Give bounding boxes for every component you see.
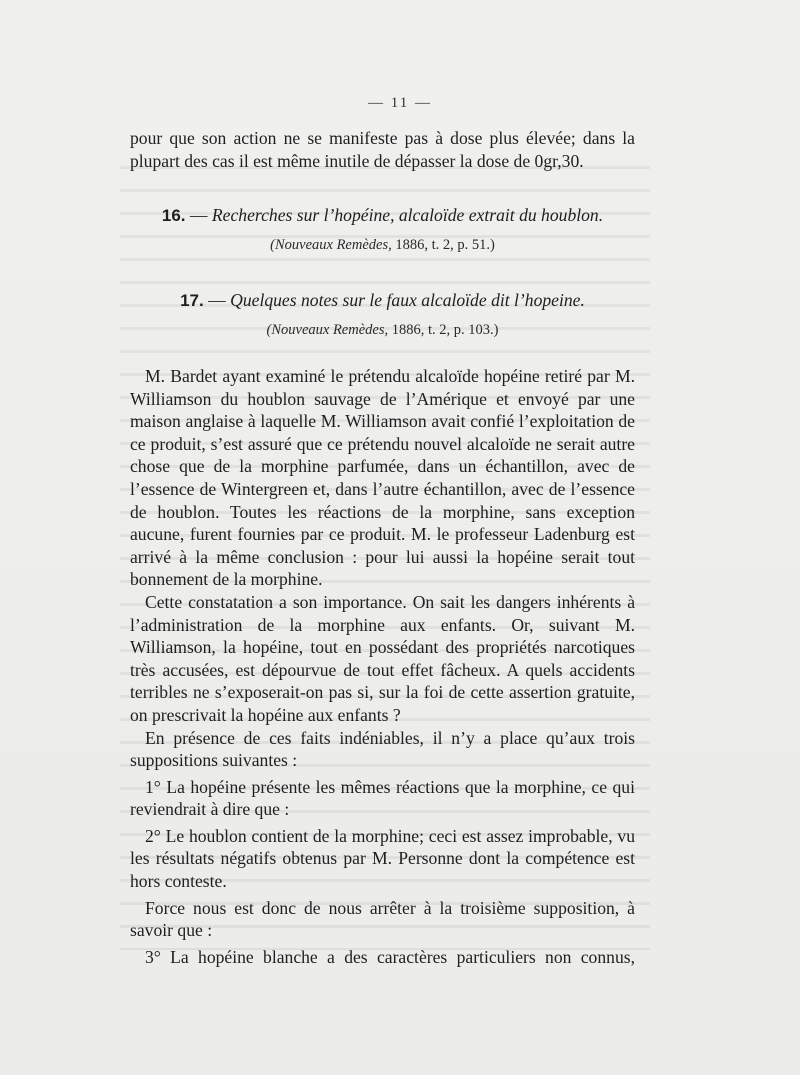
entry-16-number: 16.: [161, 206, 186, 225]
intro-line-2: plupart des cas il est même inutile de dépasser la dose de 0gr,30.: [130, 150, 584, 171]
entry-17-source: [130, 322, 635, 339]
paragraph-6: Force nous est donc de nous arrêter à la troisième supposition, à savoir que :: [130, 897, 635, 941]
entry-16-title: Recherches sur l’hopéine, alcaloïde extrait du houblon.: [211, 205, 604, 225]
entry-16-journal: (Nouveaux Remèdes,: [270, 237, 392, 253]
entry-17-details: 1886, t. 2, p. 103.): [391, 322, 499, 338]
entry-17-title: Quelques notes sur le faux alcaloïde dit l’hopeine.: [230, 290, 585, 310]
paragraph-2: Cette constatation a son importance. On sait les dangers inhérents à l’administration de la morphine aux enfants. Or, suivant M. Williamson, la hopéine, tout en possédant des propriétés narcotiques très accusées, est dépourvue de tout effet fâcheux. A quels accidents terribles ne s’exposerait-on pas si, sur la foi de cette assertion gratuite, on prescrivait la hopéine aux enfants ?: [130, 591, 635, 725]
entry-16-heading: [130, 205, 635, 226]
paragraph-4: 1° La hopéine présente les mêmes réactions que la morphine, ce qui reviendrait à dire que :: [130, 776, 635, 820]
intro-line-1: pour que son action ne se manifeste pas à dose plus élevée; dans la: [130, 128, 635, 148]
paragraph-1: M. Bardet ayant examiné le prétendu alcaloïde hopéine retiré par M. Williamson du houblon sauvage de l’Amérique et envoyé par une maison anglaise à laquelle M. Williamson avait confié l’exploitation de ce produit, s’est assuré que ce prétendu nouvel alcaloïde ne serait autre chose que de la morphine parfumée, dans un échantillon, avec de l’essence de Wintergreen et, dans l’autre échantillon, avec de l’essence de houblon. Toutes les réactions de la morphine, sans exception aucune, furent fournies par ce produit. M. le professeur Ladenburg est arrivé à la même conclusion : pour lui aussi la hopéine serait tout bonnement de la morphine.: [130, 366, 635, 590]
entry-17-dash: —: [208, 290, 226, 310]
paragraph-5: 2° Le houblon contient de la morphine; ceci est assez improbable, vu les résultats négatifs obtenus par M. Personne dont la compétence est hors conteste.: [130, 825, 635, 892]
entry-17-journal: (Nouveaux Remèdes,: [266, 322, 389, 338]
entry-16-dash: —: [189, 205, 208, 225]
intro-text: [130, 127, 635, 172]
entry-16-source: [130, 237, 635, 254]
entry-17-number: 17.: [180, 291, 204, 310]
paragraph-7: 3° La hopéine blanche a des caractères particuliers non connus,: [145, 946, 635, 967]
paragraph-3: En présence de ces faits indéniables, il n’y a place qu’aux trois suppositions suivantes :: [130, 727, 635, 771]
page-number-header: — 11 —: [368, 95, 432, 111]
entry-16-details: 1886, t. 2, p. 51.): [395, 237, 495, 253]
article-body: [130, 365, 635, 968]
entry-17-heading: [130, 290, 635, 311]
